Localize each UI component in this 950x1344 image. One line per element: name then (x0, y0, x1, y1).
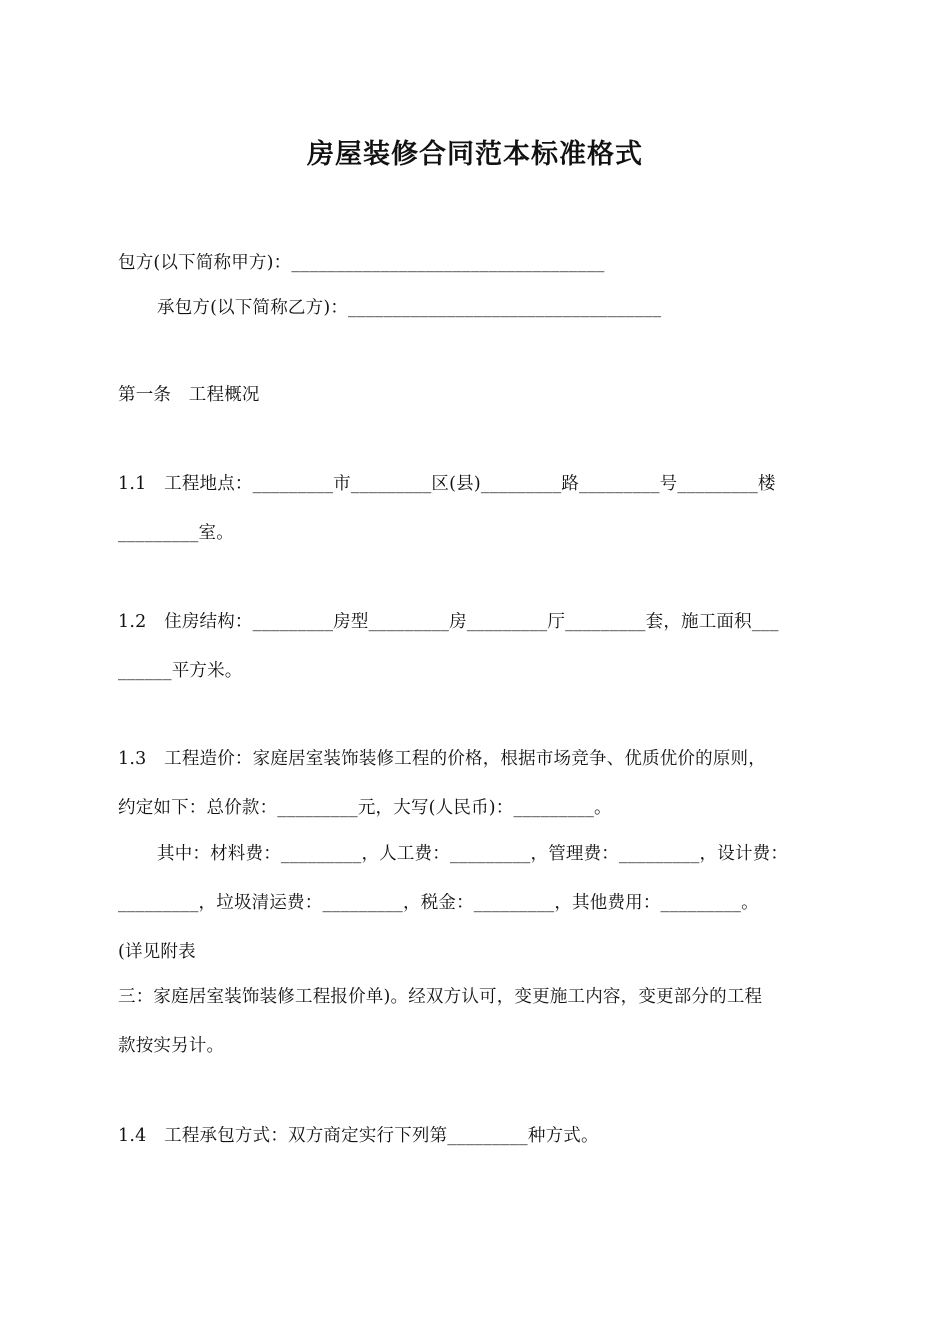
item-1-1-line-2: _________室。 (118, 523, 234, 543)
item-1-3-line-2: 约定如下：总价款：_________元，大写(人民币)：_________。 (118, 798, 612, 818)
item-1-2-line-2: ______平方米。 (118, 661, 243, 681)
party-a-line: 包方(以下简称甲方)：___________________________________ (118, 253, 605, 273)
item-1-3-line-3: 其中：材料费：_________，人工费：_________，管理费：_________，设计费： (157, 844, 789, 864)
item-1-3-line-4: _________，垃圾清运费：_________，税金：_________，其他费用：_________。 (118, 893, 759, 913)
party-b-line: 承包方(以下简称乙方)：___________________________________ (157, 298, 662, 318)
article-1-heading: 第一条 工程概况 (118, 385, 260, 405)
item-1-3-line-1: 1.3 工程造价：家庭居室装饰装修工程的价格，根据市场竞争、优质优价的原则， (118, 749, 766, 769)
item-1-2-line-1: 1.2 住房结构：_________房型_________房_________厅_________套，施工面积___ (118, 612, 779, 632)
document-title: 房屋装修合同范本标准格式 (307, 139, 643, 170)
item-1-1-line-1: 1.1 工程地点：_________市_________区(县)_________路_________号_________楼 (118, 474, 776, 494)
item-1-3-line-6: 三：家庭居室装饰装修工程报价单)。经双方认可，变更施工内容，变更部分的工程 (118, 987, 763, 1007)
item-1-3-line-7: 款按实另计。 (118, 1036, 225, 1056)
item-1-3-line-5: (详见附表 (118, 942, 196, 962)
item-1-4-line-1: 1.4 工程承包方式：双方商定实行下列第_________种方式。 (118, 1126, 599, 1146)
